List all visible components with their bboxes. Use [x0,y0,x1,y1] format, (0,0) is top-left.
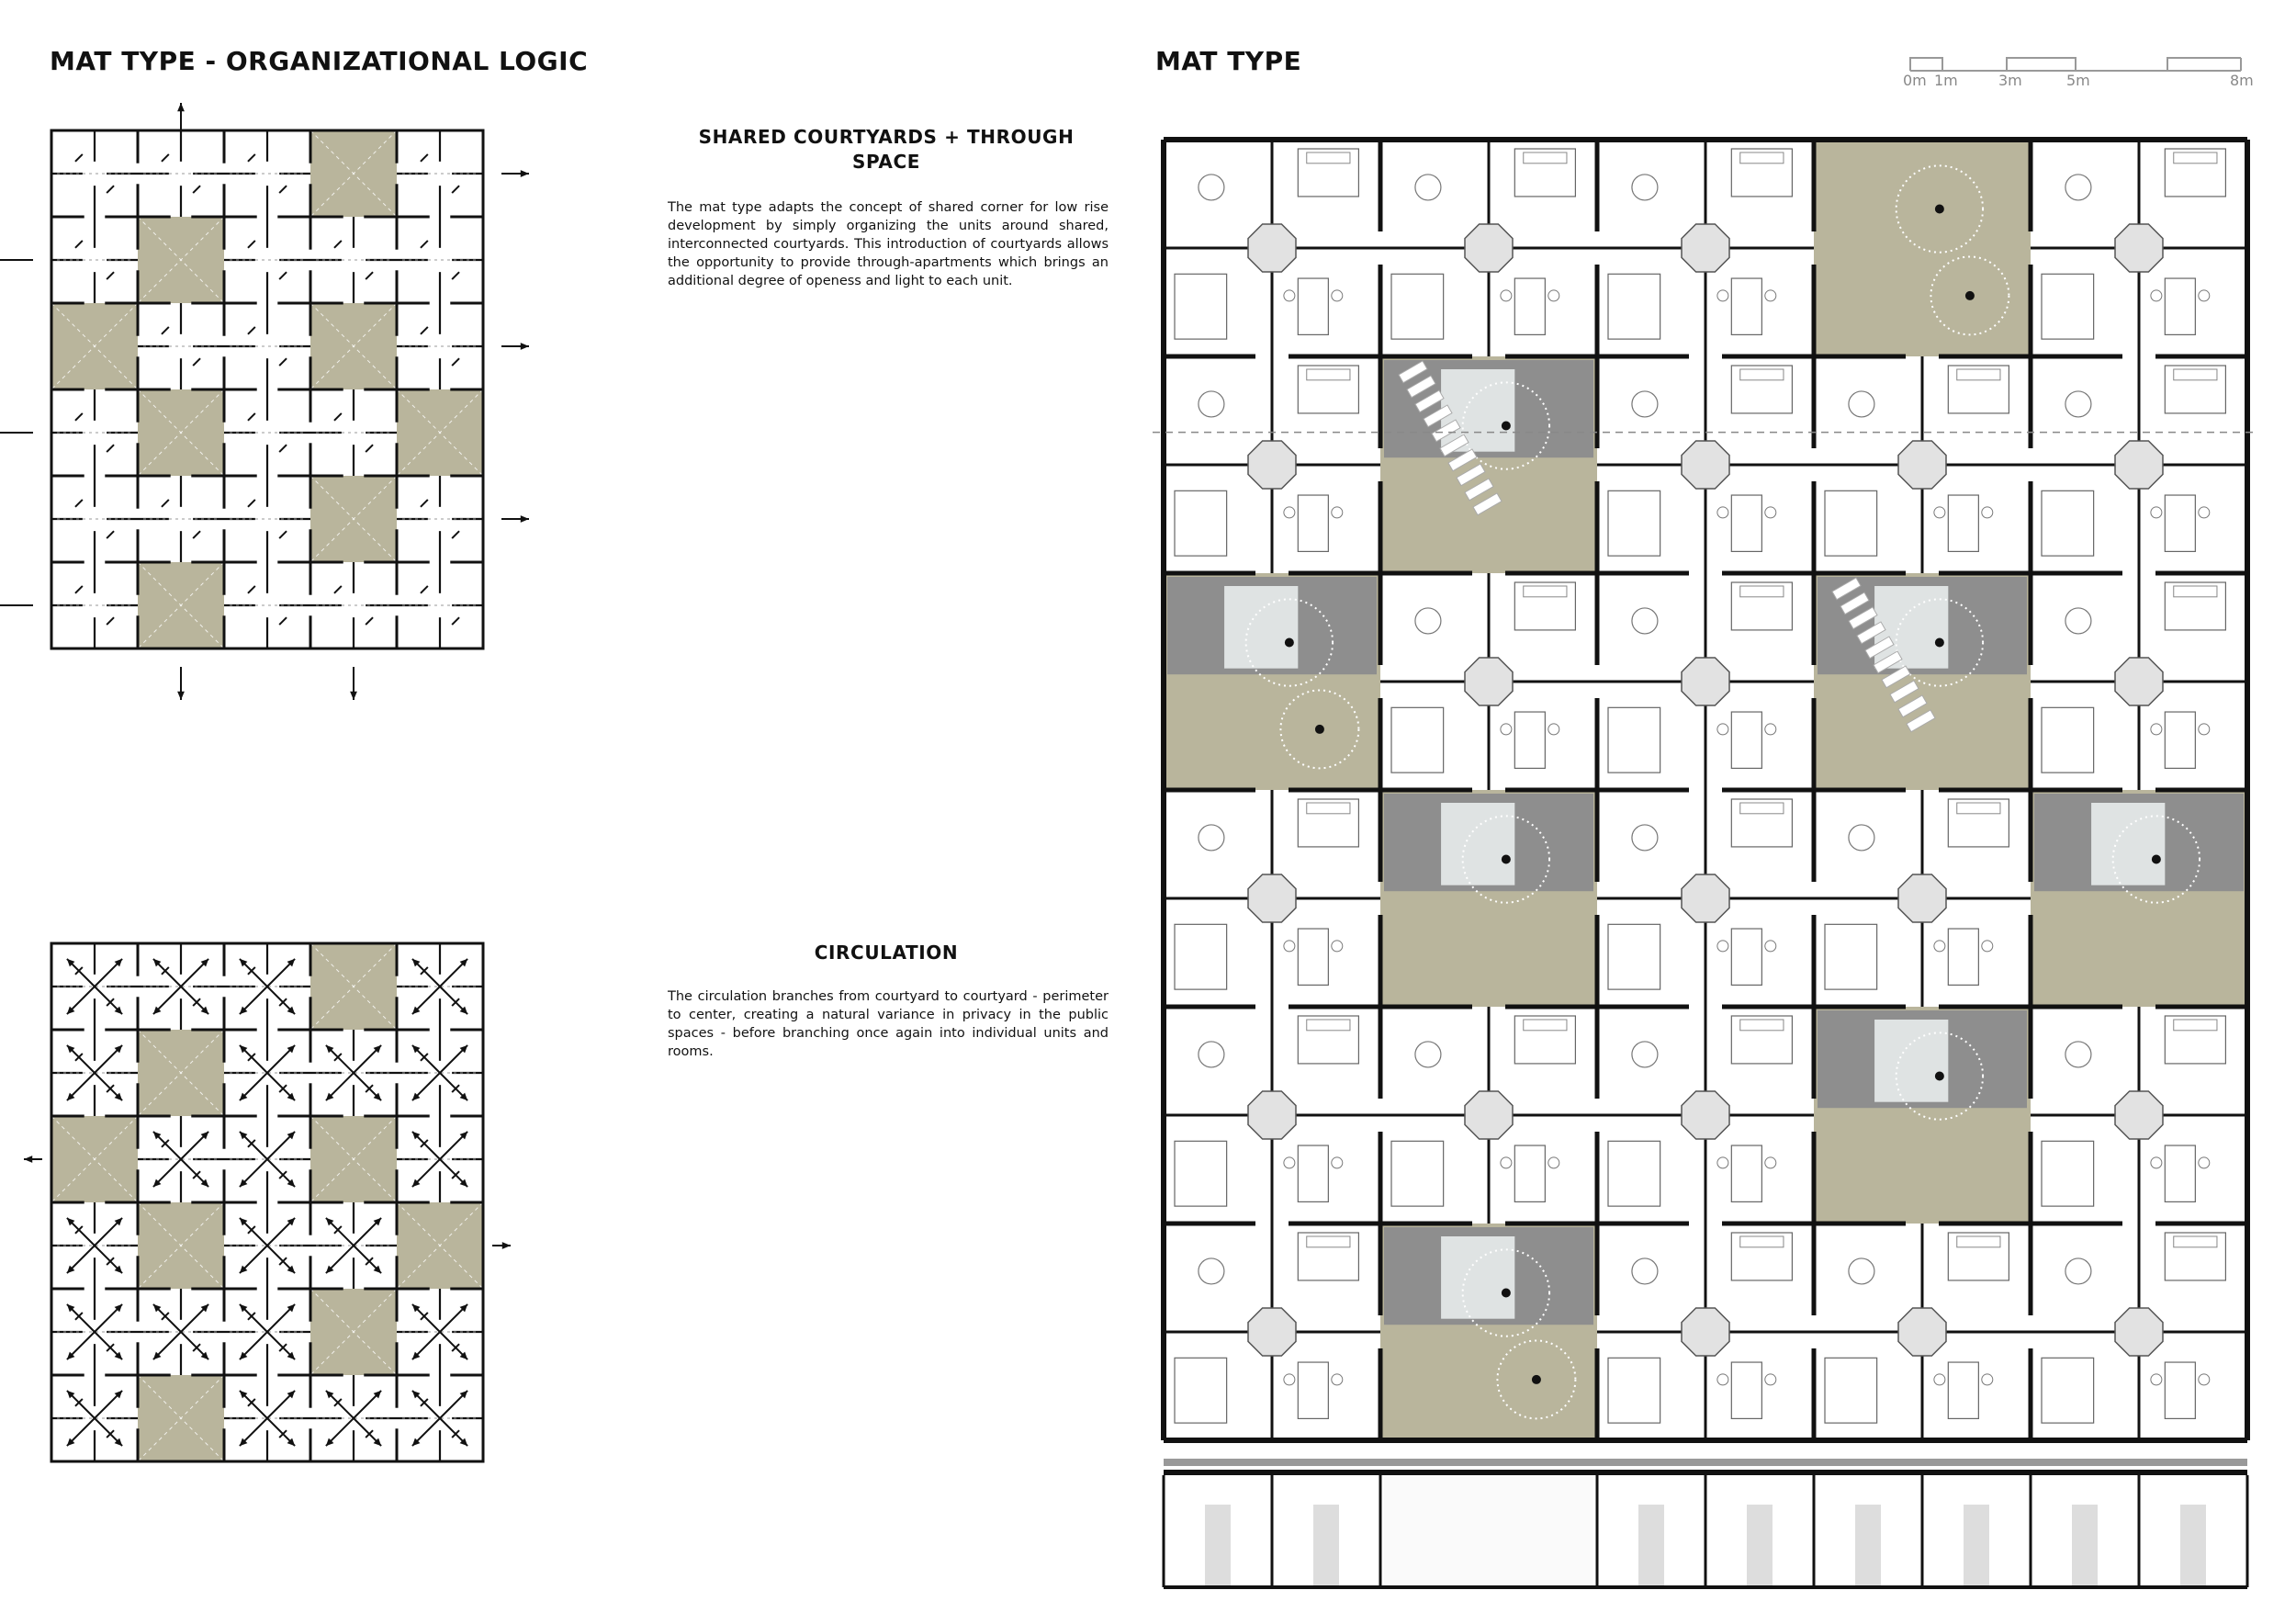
section-interior-shade [2072,1505,2098,1585]
circulation-core [1682,224,1729,272]
section-slab [1164,1470,2247,1475]
circulation-core [1248,441,1296,489]
section-interior-shade [1855,1505,1881,1585]
shared-courtyards-text: The mat type adapts the concept of shared corner for low rise development by simply organizing the units around shared, interconnected courtyards. This introduction of courtyards allows the opportunity to provide through-apartments which brings an additional degree of openess and light to each unit. [668,200,1109,288]
circulation-core [1248,874,1296,922]
organizational-logic-diagram [18,101,533,680]
tree-trunk [1502,1289,1511,1298]
section-interior-shade [1205,1505,1231,1585]
circulation-core [1248,1308,1296,1356]
circulation-core [2115,1308,2163,1356]
circulation-core [1898,1308,1946,1356]
circulation-core [1682,1308,1729,1356]
circulation-core [1682,874,1729,922]
tree-trunk [1285,638,1294,648]
scale-label-1: 1m [1934,72,1958,89]
circulation-heading: CIRCULATION [814,942,959,964]
section-interior-shade [2180,1505,2206,1585]
circulation-core [2115,658,2163,705]
section-interior-shade [1964,1505,1989,1585]
left-page-title: MAT TYPE - ORGANIZATIONAL LOGIC [50,46,589,76]
courtyard [1814,140,2031,356]
courtyard-glazing [1874,586,1948,669]
scale-label-5: 5m [2066,72,2090,89]
external-arrowhead [521,170,529,177]
scale-bar [1901,51,2268,96]
section-roof [1164,1459,2247,1466]
circulation-text: The circulation branches from courtyard to courtyard - perimeter to center, creating a natural variance in privacy in the public spaces - before branching once again into individual units and rooms. [668,989,1109,1059]
tree-trunk [1532,1375,1541,1384]
circulation-core [2115,224,2163,272]
circulation-core [1682,441,1729,489]
courtyard-glazing [1874,1020,1948,1102]
external-arrowhead [24,1156,32,1163]
tree-trunk [1965,291,1975,300]
circulation-core [1465,224,1513,272]
circulation-core [1465,1091,1513,1139]
scale-label-8: 8m [2230,72,2254,89]
tree-trunk [1502,422,1511,431]
right-page-title: MAT TYPE [1155,46,1302,76]
mat-type-floor-plan [1153,129,2273,1598]
scale-label-3: 3m [1998,72,2022,89]
section-interior-shade [1313,1505,1339,1585]
shared-courtyards-heading: SHARED COURTYARDS + THROUGH SPACE [698,126,1075,173]
external-arrowhead [521,343,529,350]
courtyard-glazing [2091,803,2165,885]
circulation-core [1682,1091,1729,1139]
tree-trunk [1315,725,1324,734]
tree-trunk [2152,855,2161,864]
tree-trunk [1502,855,1511,864]
external-arrowhead [521,515,529,523]
section-courtyard-void [1384,1475,1593,1585]
section-interior-shade [1747,1505,1773,1585]
tree-trunk [1935,638,1944,648]
circulation-diagram [18,932,533,1483]
circulation-core [1248,224,1296,272]
external-arrowhead [177,692,185,700]
circulation-core [1682,658,1729,705]
circulation-core [2115,1091,2163,1139]
circulation-core [1465,658,1513,705]
courtyard-glazing [1441,803,1514,885]
tree-trunk [1935,1072,1944,1081]
external-arrowhead [177,103,185,111]
circulation-core [2115,441,2163,489]
section-interior-shade [1638,1505,1664,1585]
courtyard-glazing [1224,586,1298,669]
tree-trunk [1935,205,1944,214]
external-arrowhead [350,692,357,700]
courtyard-glazing [1441,369,1514,452]
circulation-core [1898,441,1946,489]
scale-label-0: 0m [1903,72,1927,89]
circulation-core [1898,874,1946,922]
external-arrowhead [502,1242,511,1249]
circulation-core [1248,1091,1296,1139]
courtyard-glazing [1441,1236,1514,1319]
